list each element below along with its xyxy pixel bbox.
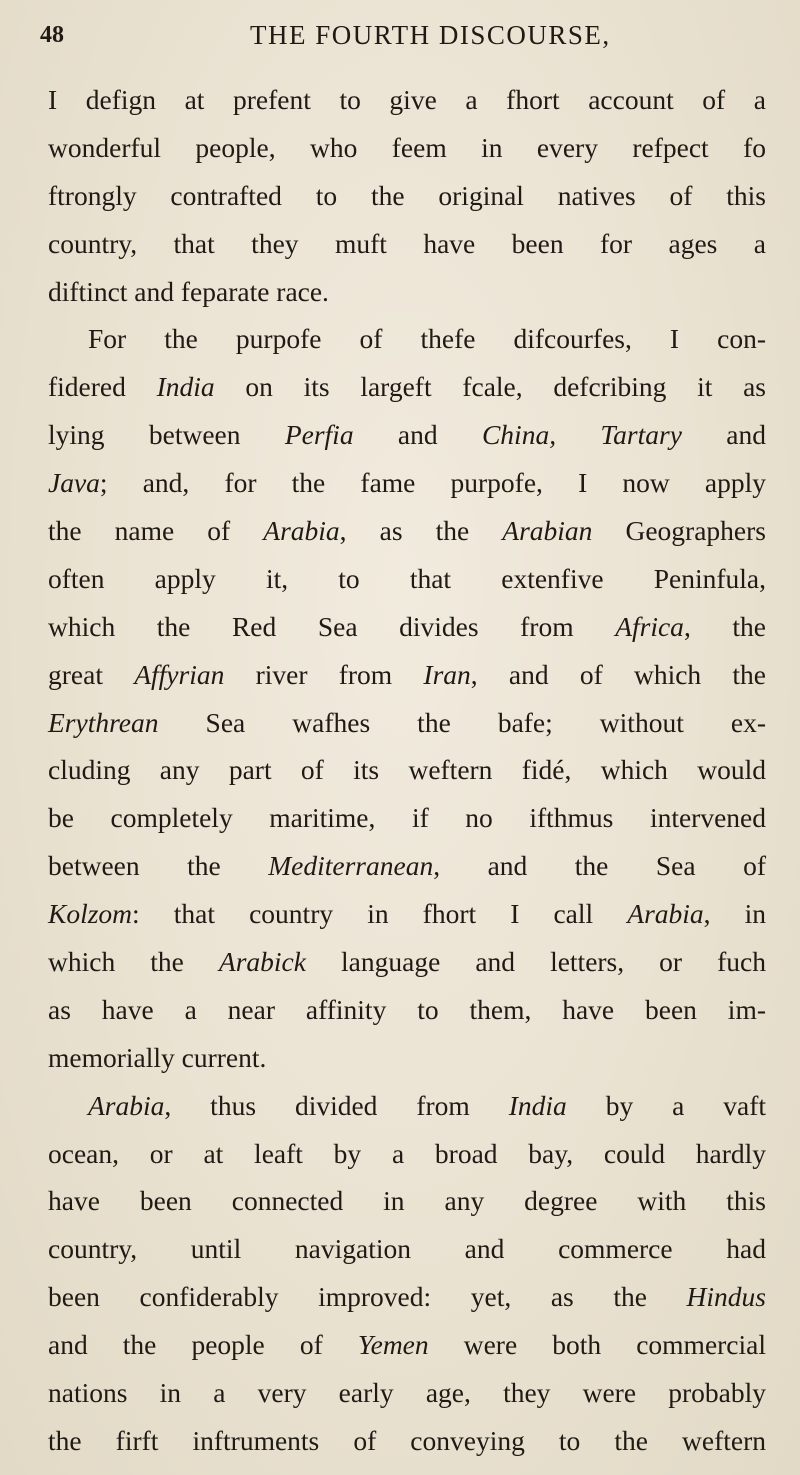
italic-text: Erythrean [48, 706, 159, 738]
text-segment: , as the [339, 515, 503, 547]
page-number: 48 [40, 22, 64, 48]
text-segment: diftinct and feparate race. [48, 275, 329, 307]
text-segment: wonderful people, who feem in every refpect fo [48, 131, 766, 163]
text-segment: and the people of [48, 1329, 358, 1361]
text-line [48, 1082, 766, 1130]
text-segment: ; and, for the fame purpofe, I now apply [99, 467, 766, 499]
italic-text: Mediterranean [268, 850, 434, 882]
text-segment: which the [48, 946, 219, 978]
text-line [48, 1225, 766, 1273]
italic-text: Perfia [284, 419, 354, 451]
italic-text: Africa [615, 610, 684, 642]
text-segment: the firft inftruments of conveying to the weftern [48, 1424, 766, 1456]
text-segment: between the [48, 850, 269, 882]
text-line [48, 986, 766, 1034]
italic-text: Kolzom [48, 898, 133, 930]
text-segment: by a vaft [566, 1089, 766, 1121]
text-segment: lying between [48, 419, 285, 451]
text-line [48, 890, 766, 938]
italic-text: India [508, 1089, 567, 1121]
italic-text: Affyrian [134, 658, 225, 690]
text-line [48, 220, 766, 268]
text-line [48, 1321, 766, 1369]
text-segment: , and the Sea of [433, 850, 767, 882]
text-segment: Geographers [592, 515, 766, 547]
text-segment: have been connected in any degree with this [48, 1185, 766, 1217]
text-segment: which the Red Sea divides from [48, 610, 616, 642]
italic-text: Arabia [263, 515, 340, 547]
text-line [48, 1369, 766, 1417]
text-segment: , in [703, 898, 767, 930]
body-text [48, 76, 766, 1465]
text-segment: great [48, 658, 135, 690]
text-line [48, 1130, 766, 1178]
running-head-title: THE FOURTH DISCOURSE, [250, 20, 611, 50]
text-segment: Sea wafhes the bafe; without ex- [158, 706, 766, 738]
text-line [48, 603, 766, 651]
text-line [48, 1177, 766, 1225]
text-segment: ocean, or at leaft by a broad bay, could hardly [48, 1137, 766, 1169]
text-segment: and [681, 419, 766, 451]
text-segment: country, until navigation and commerce had [48, 1233, 766, 1265]
italic-text: Yemen [357, 1329, 429, 1361]
italic-text: Hindus [686, 1281, 766, 1313]
italic-text: China, Tartary [481, 419, 682, 451]
text-line [48, 842, 766, 890]
text-line [48, 651, 766, 699]
text-segment: be completely maritime, if no ifthmus intervened [48, 802, 766, 834]
text-segment: language and letters, or fuch [305, 946, 766, 978]
italic-text: Iran [423, 658, 471, 690]
text-segment: river from [224, 658, 424, 690]
text-segment: on its largeft fcale, defcribing it as [214, 371, 767, 403]
running-head [40, 18, 760, 58]
text-segment: and [353, 419, 482, 451]
text-segment: fidered [48, 371, 157, 403]
text-line [48, 172, 766, 220]
text-segment: , the [683, 610, 766, 642]
text-segment: country, that they muft have been for ages a [48, 227, 766, 259]
italic-text: Java [48, 467, 100, 499]
text-segment: as have a near affinity to them, have been im- [48, 993, 766, 1025]
text-line [48, 699, 766, 747]
italic-text: Arabick [218, 946, 306, 978]
text-segment: For the purpofe of thefe difcourfes, I con- [88, 323, 766, 355]
text-line [48, 315, 766, 363]
text-line [48, 938, 766, 986]
text-segment: memorially current. [48, 1041, 267, 1073]
text-line [48, 1034, 766, 1082]
text-segment: the name of [48, 515, 264, 547]
text-segment: often apply it, to that extenfive Peninfula, [48, 562, 766, 594]
text-line [48, 268, 766, 316]
text-line [48, 1417, 766, 1465]
text-segment: cluding any part of its weftern fidé, which would [48, 754, 766, 786]
text-line [48, 746, 766, 794]
text-line [48, 507, 766, 555]
text-line [48, 76, 766, 124]
italic-text: India [156, 371, 215, 403]
text-line [48, 555, 766, 603]
text-segment: were both commercial [428, 1329, 766, 1361]
text-segment: , thus divided from [164, 1089, 509, 1121]
text-segment: been confiderably improved: yet, as the [48, 1281, 687, 1313]
text-line [48, 794, 766, 842]
text-segment: I defign at prefent to give a fhort account of a [48, 84, 766, 115]
text-line [48, 124, 766, 172]
text-line [48, 363, 766, 411]
text-segment: nations in a very early age, they were probably [48, 1377, 766, 1409]
text-line [48, 411, 766, 459]
text-line [48, 1273, 766, 1321]
text-segment: ftrongly contrafted to the original natives of this [48, 179, 766, 211]
text-segment: : that country in fhort I call [132, 898, 628, 930]
text-segment: , and of which the [470, 658, 766, 690]
italic-text: Arabian [502, 515, 593, 547]
italic-text: Arabia [88, 1089, 165, 1121]
text-line [48, 459, 766, 507]
italic-text: Arabia [627, 898, 704, 930]
